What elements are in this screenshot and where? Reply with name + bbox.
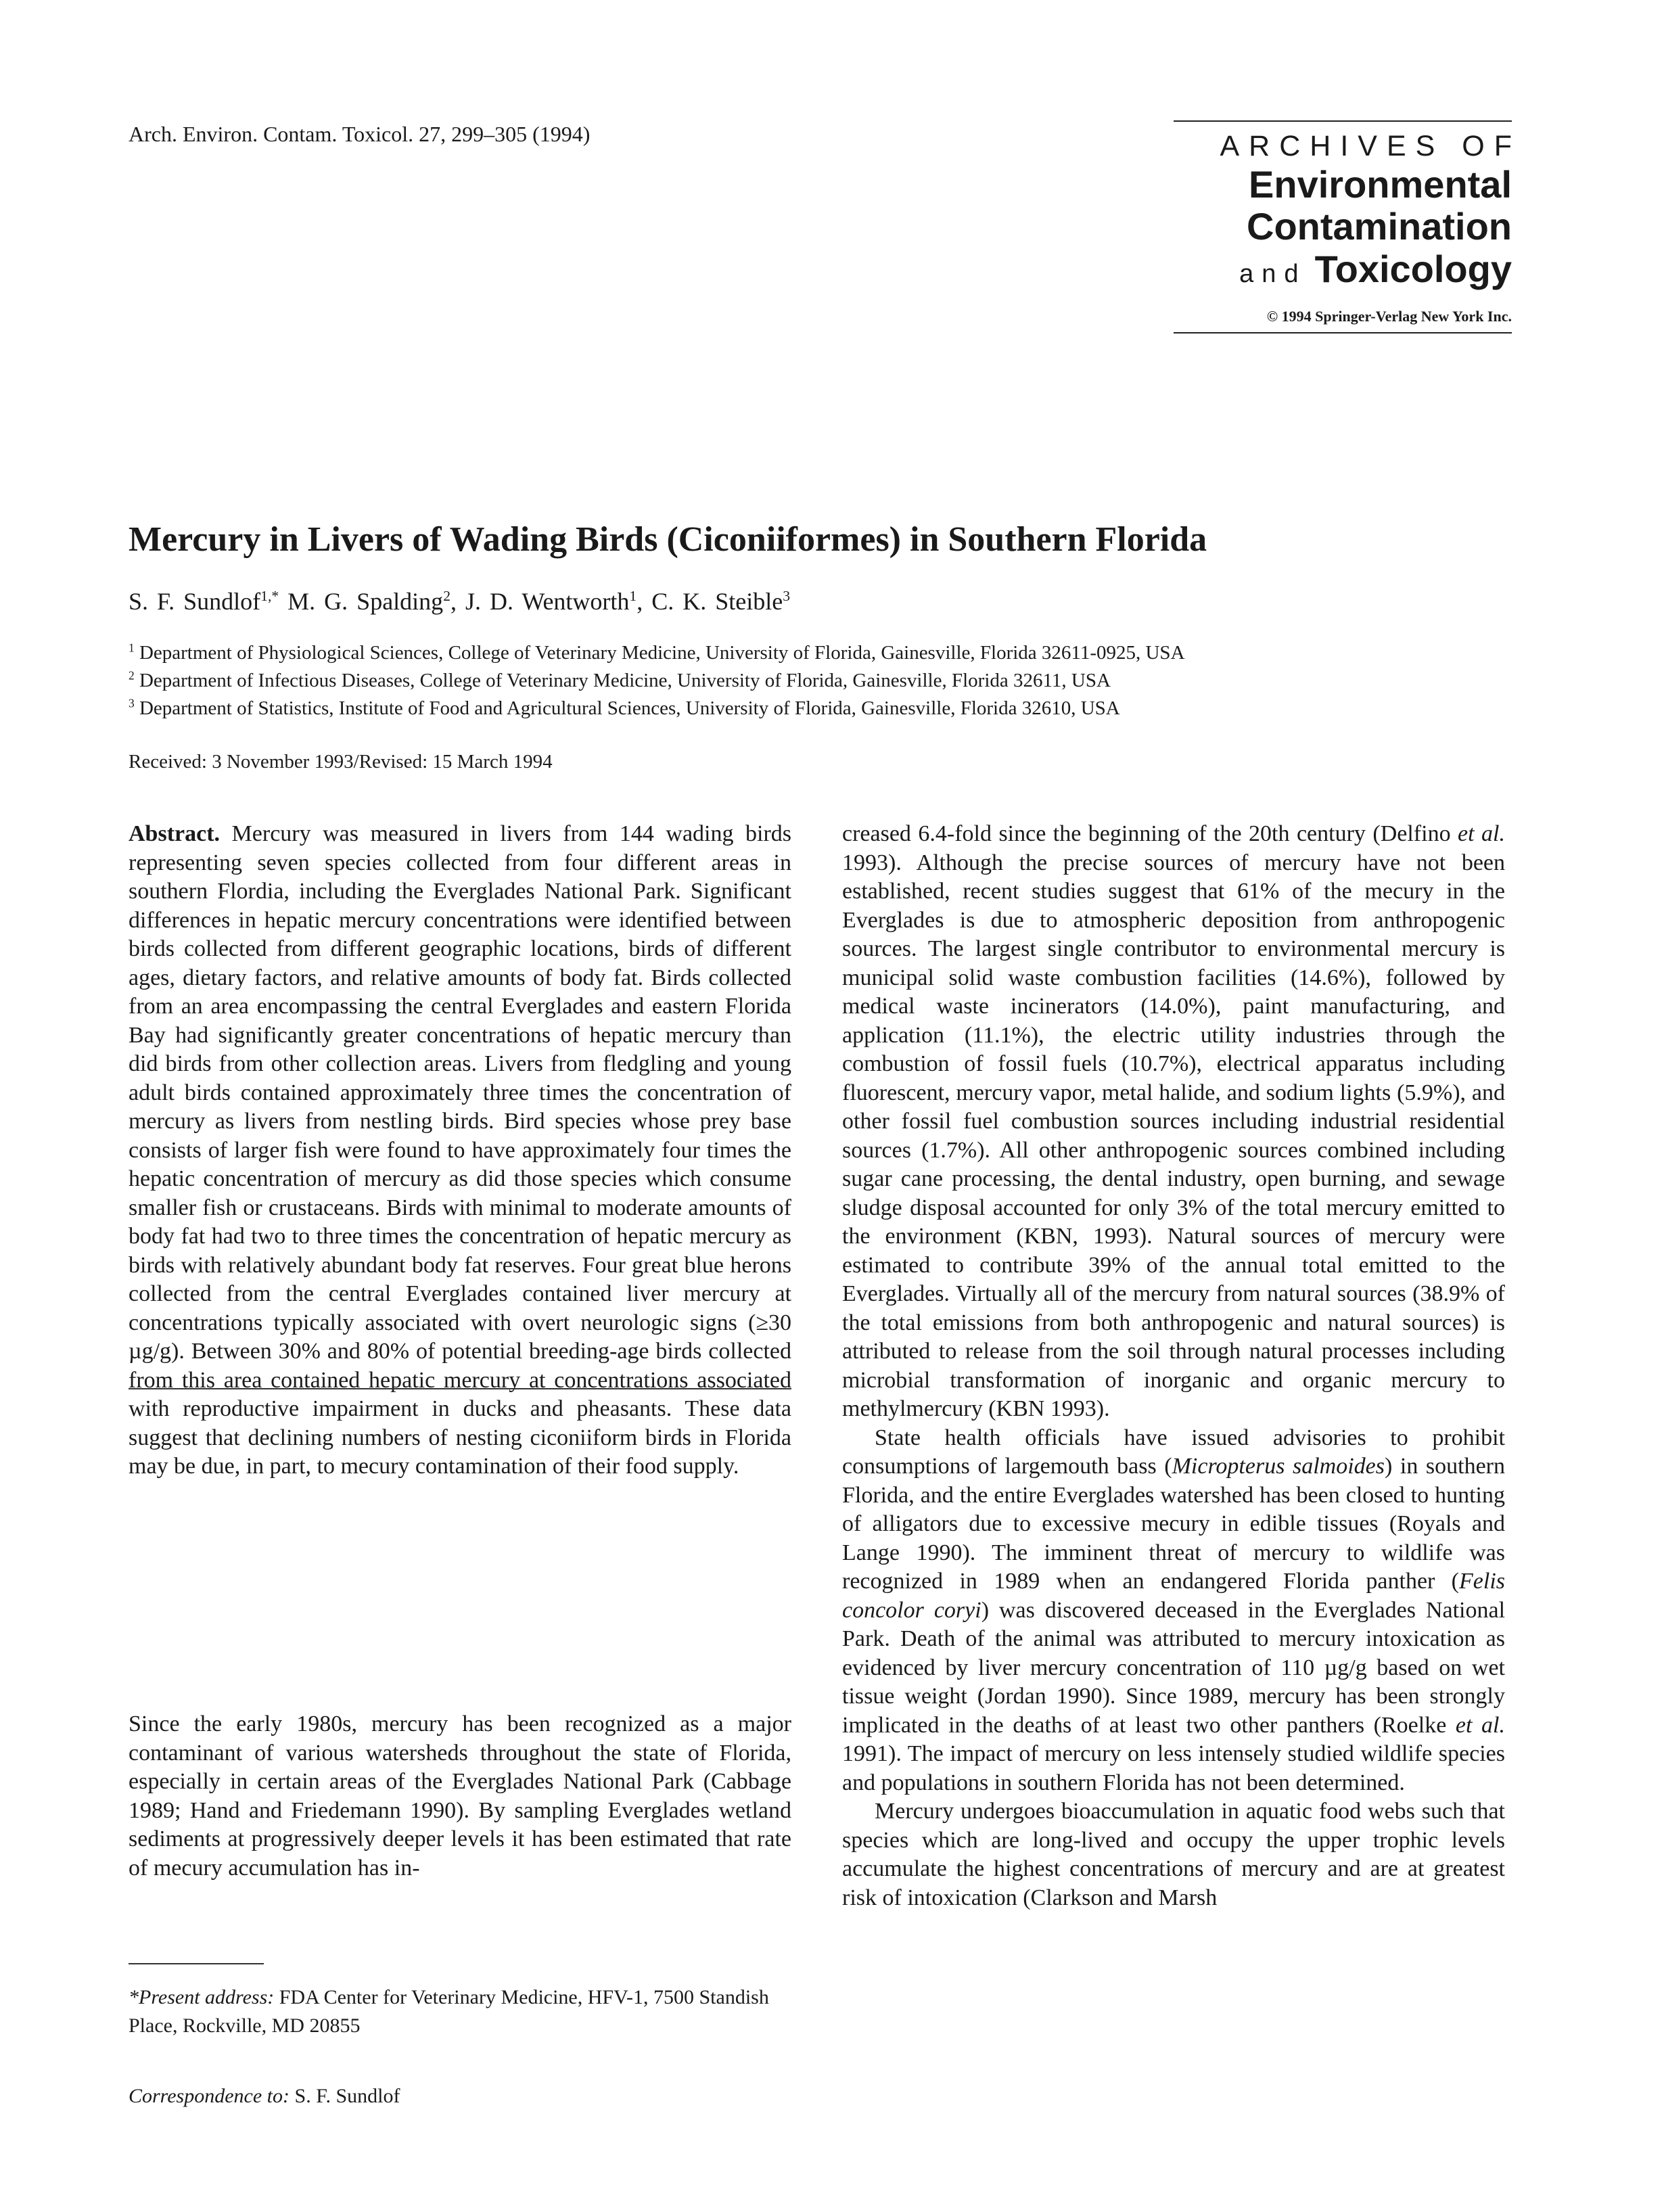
affiliation bbox=[129, 695, 1185, 722]
footnote-label: *Present address: bbox=[129, 1986, 275, 2008]
author-list: S. F. Sundlof$^{1,*}$ M. G. Spalding$^2$, J. D. Wentworth$^1$, C. K. Steible$^3$ bbox=[129, 588, 790, 615]
logo-line-environmental: Environmental bbox=[1249, 163, 1512, 206]
text-run-italic: et al. bbox=[1455, 1712, 1506, 1738]
logo-tox: Toxicology bbox=[1314, 248, 1512, 290]
right-column bbox=[842, 820, 1505, 1912]
affiliation-number: 1 bbox=[129, 641, 135, 655]
article-title: Mercury in Livers of Wading Birds (Ciconiiformes) in Southern Florida bbox=[129, 520, 1207, 559]
logo-line-toxicology bbox=[1174, 248, 1512, 301]
text-run: ) was discovered deceased in the Everglades National Park. Death of the animal was attributed to mercury intoxication as evidenced by liver mercury concentration of 110 µg/g based on wet tissue weight (Jordan 1990). Since 1989, mercury has been strongly implicated in the deaths of at least two other panthers (Roelke bbox=[842, 1597, 1506, 1738]
journal-logo bbox=[1174, 120, 1521, 333]
intro-paragraph: Since the early 1980s, mercury has been recognized as a major contaminant of various watersheds throughout the state of Florida, especially in certain areas of the Everglades National Park (Cabbage 1989; Hand and Friedemann 1990). By sampling Everglades wetland sediments at progressively deeper levels it has been estimated that rate of mecury accumulation has in- bbox=[129, 1711, 791, 1881]
affiliation bbox=[129, 639, 1185, 667]
text-run: 1991). The impact of mercury on less intensely studied wildlife species and populations in southern Florida has not been determined. bbox=[842, 1741, 1505, 1795]
correspondence bbox=[129, 2085, 400, 2108]
author-affil-mark: 1,* bbox=[260, 588, 279, 604]
logo-line-archives: ARCHIVES OF bbox=[1220, 130, 1521, 162]
abstract-divider bbox=[129, 1388, 791, 1389]
abstract-heading: Abstract. bbox=[129, 821, 221, 846]
affiliation bbox=[129, 667, 1185, 695]
text-run: 1993). Although the precise sources of mercury have not been established, recent studies suggest that 61% of the mecury in the Everglades is due to atmospheric deposition from anthropogenic sources. The largest single contributor to environmental mercury is municipal solid waste combustion facilities (14.6%), followed by medical waste incinerators (14.0%), paint manufacturing, and application (11.1%), the electric utility industries through the combustion of fossil fuels (10.7%), electrical apparatus including fluorescent, mercury vapor, metal halide, and sodium lights (5.9%), and other fossil fuel combustion sources including industrial residential sources (1.7%). All other anthropogenic sources combined including sugar cane processing, the dental industry, open burning, and sewage sludge disposal accounted for only 3% of the total mercury emitted to the environment (KBN, 1993). Natural sources of mercury were estimated to contribute 39% of the annual total emitted to the Everglades. Virtually all of the mercury from natural sources (38.9% of the total emissions from both anthropogenic and natural sources) is attributed to release from the soil through natural processes including microbial transformation of inorganic and organic mercury to methylmercury (KBN 1993). bbox=[842, 850, 1505, 1421]
logo-copyright: © 1994 Springer-Verlag New York Inc. bbox=[1266, 308, 1512, 325]
affiliation-number: 3 bbox=[129, 696, 135, 710]
text-run-italic: Micropterus salmoides bbox=[1172, 1454, 1385, 1479]
author-affil-mark: 3 bbox=[783, 588, 790, 604]
author-name: J. D. Wentworth bbox=[465, 588, 630, 615]
text-run: creased 6.4-fold since the beginning of the 20th century (Delfino bbox=[842, 821, 1458, 846]
text-run: ) in southern Florida, and the entire Everglades watershed has been closed to hunting of alligators due to excessive mecury in edible tissues (Royals and Lange 1990). The imminent threat of mercury to wildlife was recognized in 1989 when an endangered Florida panther ( bbox=[842, 1454, 1505, 1594]
text-run-italic: Felis concolor coryi bbox=[842, 1569, 1505, 1623]
footnote-divider bbox=[129, 1963, 264, 1964]
author-name: S. F. Sundlof bbox=[129, 588, 261, 615]
correspondence-name: S. F. Sundlof bbox=[290, 2085, 400, 2107]
author-affil-mark: 1 bbox=[629, 588, 637, 604]
author-name: C. K. Steible bbox=[651, 588, 783, 615]
logo-top-rule bbox=[1174, 120, 1512, 122]
logo-bottom-rule bbox=[1174, 332, 1512, 333]
logo-line-contamination: Contamination bbox=[1247, 205, 1512, 248]
logo-and: and bbox=[1239, 260, 1307, 288]
abstract bbox=[129, 820, 791, 1481]
affiliation-number: 2 bbox=[129, 668, 135, 683]
abstract-text: Mercury was measured in livers from 144 wading birds representing seven species collected from four different areas in southern Flordia, including the Everglades National Park. Significant differences in hepatic mercury concentrations were identified between birds collected from different geographic locations, birds of different ages, dietary factors, and relative amounts of body fat. Birds collected from an area encompassing the central Everglades and eastern Florida Bay had significantly greater concentrations of hepatic mercury than did birds from other collection areas. Livers from fledgling and young adult birds contained approximately three times the concentration of mercury as livers from nestling birds. Bird species whose prey base consists of larger fish were found to have approximately four times the hepatic concentration of mercury as did those species which consume smaller fish or crustaceans. Birds with minimal to moderate amounts of body fat had two to three times the concentration of hepatic mercury as birds with relatively abundant body fat reserves. Four great blue herons collected from the central Everglades contained liver mercury at concentrations typically associated with overt neurologic signs (≥30 µg/g). Between 30% and 80% of potential breeding-age birds collected from this area contained hepatic mercury at concentrations associated with reproductive impairment in ducks and pheasants. These data suggest that declining numbers of nesting ciconiiform birds in Florida may be due, in part, to mecury contamination of their food supply. bbox=[129, 821, 792, 1479]
affiliation-text: Department of Physiological Sciences, College of Veterinary Medicine, University of Florida, Gainesville, Florida 32611-0925, USA bbox=[139, 642, 1185, 664]
author-name: M. G. Spalding bbox=[287, 588, 444, 615]
citation-header: Arch. Environ. Contam. Toxicol. 27, 299–305 (1994) bbox=[129, 122, 591, 146]
introduction-left bbox=[129, 1710, 791, 1883]
affiliation-text: Department of Statistics, Institute of Food and Agricultural Sciences, University of Florida, Gainesville, Florida 32610, USA bbox=[139, 697, 1120, 719]
body-paragraph: Mercury undergoes bioaccumulation in aquatic food webs such that species which are long-lived and occupy the upper trophic levels accumulate the highest concentrations of mercury and are at greatest risk of intoxication (Clarkson and Marsh bbox=[842, 1799, 1505, 1910]
author-affil-mark: 2 bbox=[443, 588, 450, 604]
footnote-text: FDA Center for Veterinary Medicine, HFV-1, 7500 Standish Place, Rockville, MD 20855 bbox=[129, 1986, 769, 2037]
correspondence-label: Correspondence to: bbox=[129, 2085, 290, 2107]
received-dates: Received: 3 November 1993/Revised: 15 March 1994 bbox=[129, 751, 553, 773]
affiliation-text: Department of Infectious Diseases, College of Veterinary Medicine, University of Florida, Gainesville, Florida 32611, USA bbox=[139, 670, 1111, 691]
footnote bbox=[129, 1983, 791, 2040]
body-paragraph bbox=[842, 1424, 1505, 1798]
text-run: State health officials have issued advisories to prohibit consumptions of largemouth bass ( bbox=[842, 1425, 1505, 1479]
body-paragraph bbox=[842, 820, 1505, 1424]
text-run-italic: et al. bbox=[1458, 821, 1506, 846]
affiliation-list bbox=[129, 639, 1185, 722]
